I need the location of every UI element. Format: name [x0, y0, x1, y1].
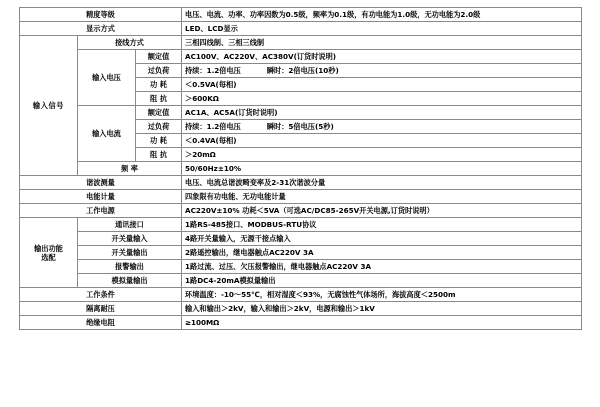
- communication-value: 1路RS-485接口、MODBUS-RTU协议: [182, 218, 582, 232]
- table-row: [20, 302, 582, 316]
- alarm-output-label: 报警输出: [78, 260, 182, 274]
- wiring-value: 三相四线制、三相三线制: [182, 36, 582, 50]
- table-row: [20, 106, 582, 120]
- table-row: [20, 274, 582, 288]
- digital-output-label: 开关量输出: [78, 246, 182, 260]
- table-row: [20, 22, 582, 36]
- table-row: [20, 218, 582, 232]
- power-supply-label: 工作电源: [20, 204, 182, 218]
- output-function-label: [20, 218, 78, 288]
- frequency-value: 50/60Hz±10%: [182, 162, 582, 176]
- current-power-label: 功 耗: [136, 134, 182, 148]
- current-impedance-value: ＞20mΩ: [182, 148, 582, 162]
- harmonic-value: 电压、电流总谐波畸变率及2-31次谐波分量: [182, 176, 582, 190]
- current-power-value: ＜0.4VA(每相): [182, 134, 582, 148]
- voltage-rated-label: 额定值: [136, 50, 182, 64]
- table-row: [20, 8, 582, 22]
- communication-label: 通讯接口: [78, 218, 182, 232]
- insulation-label: 绝缘电阻: [20, 316, 182, 330]
- table-row: [20, 176, 582, 190]
- digital-input-value: 4路开关量输入，无源干接点输入: [182, 232, 582, 246]
- analog-output-value: 1路DC4-20mA模拟量输出: [182, 274, 582, 288]
- voltage-overload-continuous: 持续：1.2倍电压: [185, 66, 241, 75]
- table-row: [20, 36, 582, 50]
- alarm-output-value: 1路过流、过压、欠压报警输出，继电器触点AC220V 3A: [182, 260, 582, 274]
- current-overload-continuous: 持续：1.2倍电压: [185, 122, 241, 131]
- table-row: [20, 190, 582, 204]
- current-rated-value: AC1A、AC5A(订货时说明): [182, 106, 582, 120]
- output-function-label-line2: 选配: [41, 252, 56, 262]
- accuracy-value: 电压、电流、功率、功率因数为0.5级，频率为0.1级，有功电能为1.0级，无功电能为2.0级: [182, 8, 582, 22]
- current-rated-label: 额定值: [136, 106, 182, 120]
- voltage-overload-instant: 瞬时：2倍电压(10秒): [266, 66, 339, 75]
- frequency-label: 频 率: [78, 162, 182, 176]
- table-row: [20, 232, 582, 246]
- digital-input-label: 开关量输入: [78, 232, 182, 246]
- accuracy-label: 精度等级: [20, 8, 182, 22]
- table-row: [20, 204, 582, 218]
- working-condition-value: 环境温度：-10～55℃，相对湿度＜93%，无腐蚀性气体场所，海拔高度＜2500m: [182, 288, 582, 302]
- current-impedance-label: 阻 抗: [136, 148, 182, 162]
- output-function-label-line1: 输出功能: [34, 243, 63, 253]
- table-row: [20, 50, 582, 64]
- table-row: [20, 316, 582, 330]
- working-condition-label: 工作条件: [20, 288, 182, 302]
- specification-table: [19, 7, 582, 330]
- table-row: [20, 162, 582, 176]
- current-overload-label: 过负荷: [136, 120, 182, 134]
- current-overload-value: [182, 120, 582, 134]
- analog-output-label: 模拟量输出: [78, 274, 182, 288]
- input-signal-label: 输入信号: [20, 36, 78, 176]
- energy-value: 四象限有功电能、无功电能计量: [182, 190, 582, 204]
- voltage-power-label: 功 耗: [136, 78, 182, 92]
- withstand-voltage-label: 隔离耐压: [20, 302, 182, 316]
- harmonic-label: 谐波测量: [20, 176, 182, 190]
- table-row: [20, 288, 582, 302]
- input-voltage-label: 输入电压: [78, 50, 136, 106]
- power-supply-value: AC220V±10% 功耗＜5VA（可选AC/DC85-265V开关电源,订货时说明）: [182, 204, 582, 218]
- current-overload-instant: 瞬时：5倍电压(5秒): [266, 122, 334, 131]
- voltage-power-value: ＜0.5VA(每相): [182, 78, 582, 92]
- wiring-label: 接线方式: [78, 36, 182, 50]
- voltage-overload-value: [182, 64, 582, 78]
- table-row: [20, 260, 582, 274]
- withstand-voltage-value: 输入和输出＞2kV，输入和输出＞2kV，电源和输出＞1kV: [182, 302, 582, 316]
- voltage-rated-value: AC100V、AC220V、AC380V(订货时说明): [182, 50, 582, 64]
- display-label: 显示方式: [20, 22, 182, 36]
- input-current-label: 输入电流: [78, 106, 136, 162]
- energy-label: 电能计量: [20, 190, 182, 204]
- voltage-overload-label: 过负荷: [136, 64, 182, 78]
- voltage-impedance-label: 阻 抗: [136, 92, 182, 106]
- table-row: [20, 246, 582, 260]
- voltage-impedance-value: ＞600KΩ: [182, 92, 582, 106]
- insulation-value: ≥100MΩ: [182, 316, 582, 330]
- digital-output-value: 2路遥控输出，继电器触点AC220V 3A: [182, 246, 582, 260]
- display-value: LED、LCD显示: [182, 22, 582, 36]
